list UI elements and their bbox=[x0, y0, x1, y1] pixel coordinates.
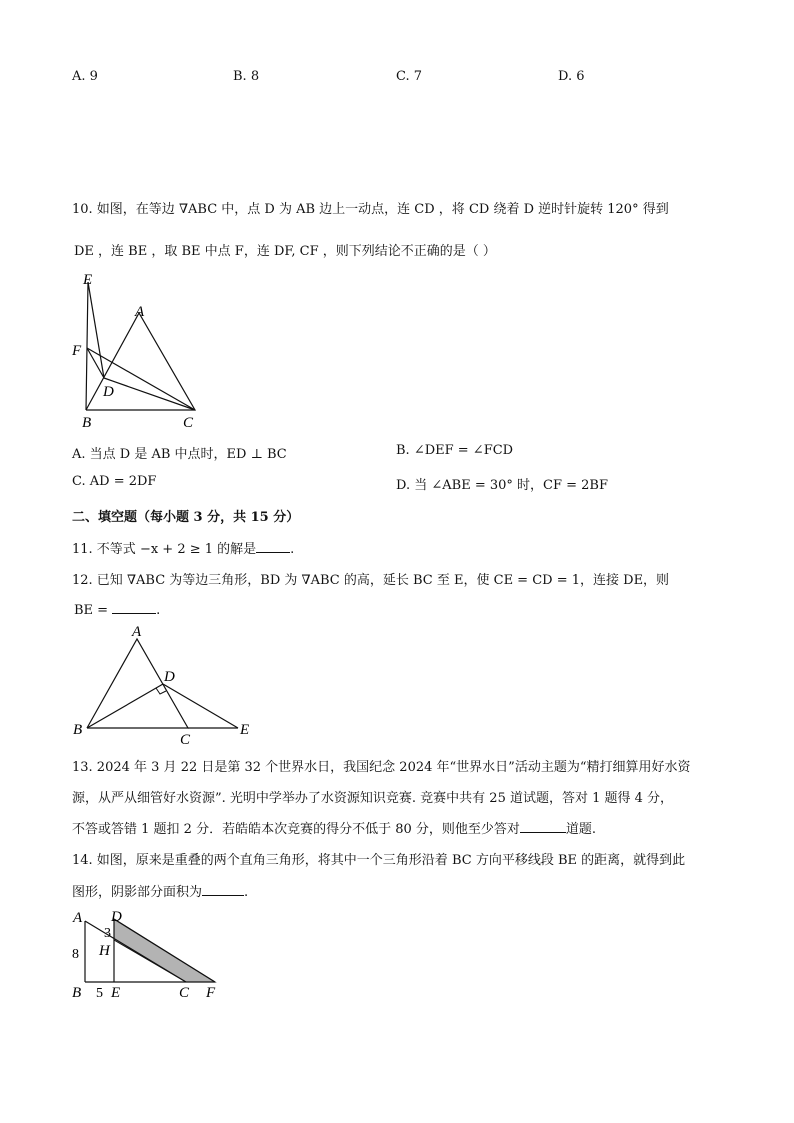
q12-label-b: B bbox=[73, 722, 83, 738]
q12-segment-de bbox=[163, 684, 238, 728]
q10-figure bbox=[66, 268, 216, 430]
q14-label-a: A bbox=[73, 910, 83, 926]
q11-line bbox=[72, 538, 294, 557]
q10-line-2: DE ，连 BE ，取 BE 中点 F，连 DF, CF ，则下列结论不正确的是（ ） bbox=[74, 244, 496, 259]
q14-label-8: 8 bbox=[72, 947, 79, 962]
q14-label-f: F bbox=[206, 985, 216, 1001]
q9-option-c: C. 7 bbox=[396, 69, 423, 84]
q12-label-c: C bbox=[180, 732, 191, 748]
q10-option-a: A. 当点 D 是 AB 中点时，ED ⊥ BC bbox=[72, 447, 287, 462]
q14-figure bbox=[66, 906, 226, 1002]
q14-period: . bbox=[244, 885, 249, 900]
section-2-heading: 二、填空题（每小题 3 分，共 15 分） bbox=[72, 510, 300, 525]
q14-label-3: 3 bbox=[104, 926, 111, 941]
q12-label-a: A bbox=[132, 624, 142, 640]
q12-answer-blank[interactable] bbox=[112, 600, 156, 614]
q11-period: . bbox=[290, 542, 295, 557]
q13-answer-blank[interactable] bbox=[520, 819, 566, 833]
q12-text: BE = bbox=[74, 603, 109, 618]
q9-option-d: D. 6 bbox=[558, 69, 585, 84]
q9-option-a: A. 9 bbox=[72, 69, 98, 84]
q14-text: 图形，阴影部分面积为 bbox=[72, 885, 203, 900]
q10-segment-be bbox=[86, 282, 88, 410]
q10-label-a: A bbox=[135, 304, 145, 320]
q12-line-1: 12. 已知 ∇ABC 为等边三角形，BD 为 ∇ABC 的高，延长 BC 至 E，使 CE = CD = 1，连接 DE，则 bbox=[72, 573, 670, 588]
q14-label-b: B bbox=[72, 985, 82, 1001]
q10-label-e: E bbox=[83, 272, 93, 288]
q12-period: . bbox=[156, 603, 161, 618]
q12-segment-bd bbox=[87, 684, 163, 728]
q12-figure bbox=[70, 624, 260, 749]
q14-line-1: 14. 如图，原来是重叠的两个直角三角形，将其中一个三角形沿着 BC 方向平移线段 BE 的距离，就得到此 bbox=[72, 853, 686, 868]
q10-option-b: B. ∠DEF = ∠FCD bbox=[396, 443, 514, 458]
q14-label-h: H bbox=[99, 943, 110, 959]
q10-label-b: B bbox=[82, 415, 92, 430]
q10-label-d: D bbox=[103, 384, 114, 400]
q10-label-c: C bbox=[183, 415, 194, 430]
q14-label-c: C bbox=[179, 985, 190, 1001]
q11-answer-blank[interactable] bbox=[256, 539, 290, 553]
q14-label-5: 5 bbox=[96, 986, 103, 1001]
q12-right-angle-mark bbox=[156, 688, 166, 694]
q14-segment-df bbox=[114, 919, 215, 982]
q12-label-e: E bbox=[240, 722, 250, 738]
q10-line-1: 10. 如图，在等边 ∇ABC 中，点 D 为 AB 边上一动点，连 CD ，将 CD 绕着 D 逆时针旋转 120° 得到 bbox=[72, 202, 669, 217]
q13-text: 不答或答错 1 题扣 2 分．若皓皓本次竞赛的得分不低于 80 分，则他至少答对 bbox=[72, 822, 520, 837]
q12-label-d: D bbox=[164, 669, 175, 685]
q14-line-2 bbox=[72, 881, 248, 900]
q13-tail: 道题. bbox=[565, 822, 597, 837]
q13-line-3 bbox=[72, 818, 596, 837]
q12-line-2 bbox=[74, 600, 160, 618]
q11-text: 11. 不等式 −x + 2 ≥ 1 的解是 bbox=[72, 542, 257, 557]
q13-line-2: 源，从严从细管好水资源”. 光明中学举办了水资源知识竞赛. 竞赛中共有 25 道试题，答对 1 题得 4 分， bbox=[72, 791, 674, 806]
q10-segment-dc bbox=[104, 378, 195, 410]
q10-option-d: D. 当 ∠ABE = 30° 时，CF = 2BF bbox=[396, 478, 608, 493]
q13-line-1: 13. 2024 年 3 月 22 日是第 32 个世界水日，我国纪念 2024 年“世界水日”活动主题为“精打细算用好水资 bbox=[72, 760, 691, 775]
q14-label-e: E bbox=[111, 985, 121, 1001]
q9-option-b: B. 8 bbox=[233, 69, 260, 84]
q14-answer-blank[interactable] bbox=[202, 882, 244, 896]
q14-label-d: D bbox=[111, 909, 122, 925]
q10-option-c: C. AD = 2DF bbox=[72, 474, 157, 489]
q10-label-f: F bbox=[72, 343, 82, 359]
